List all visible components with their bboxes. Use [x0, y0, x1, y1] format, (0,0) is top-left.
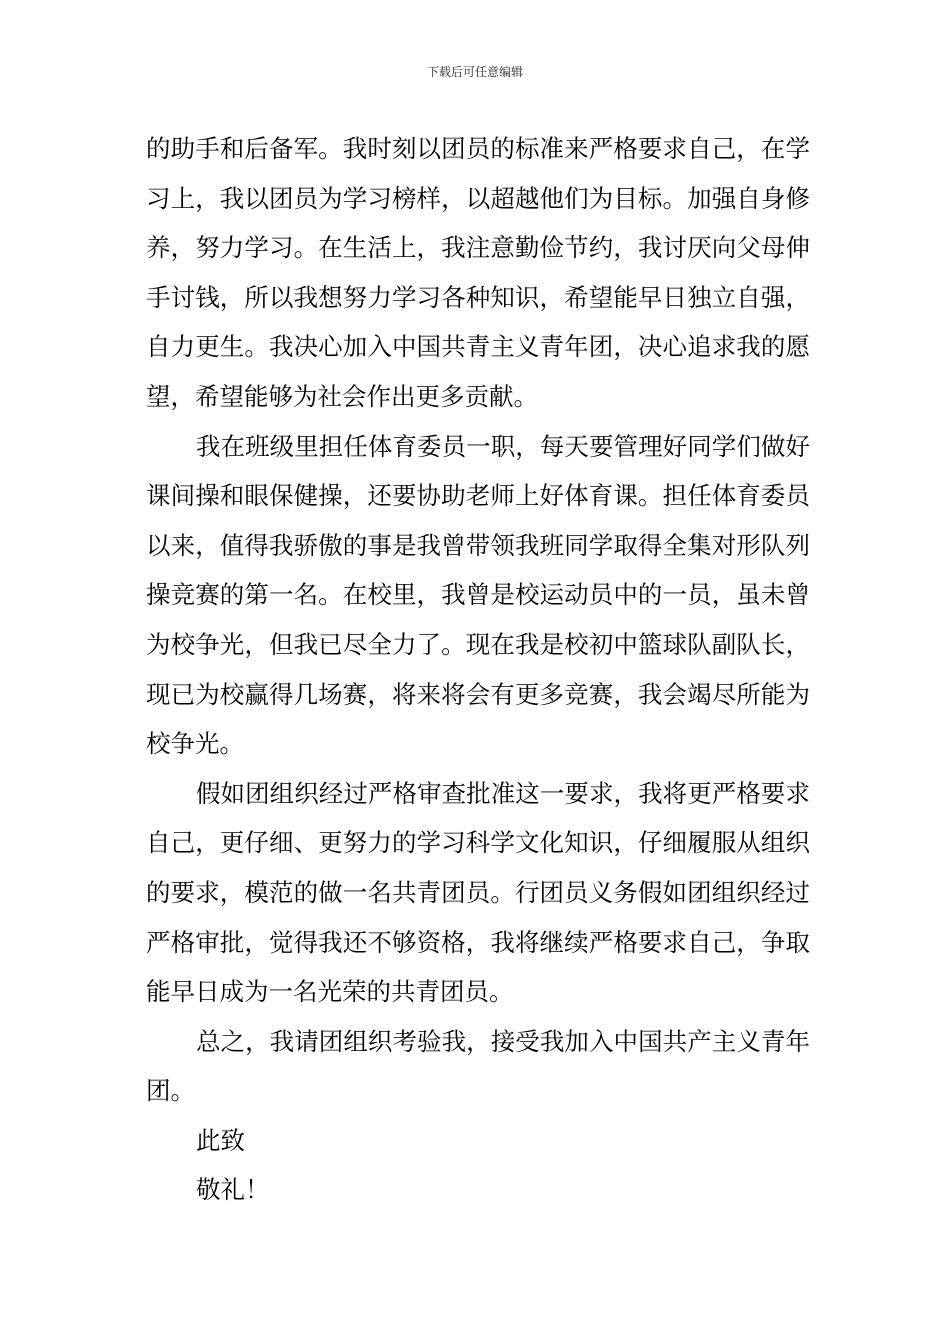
closing-regards: 敬礼！ — [196, 1175, 270, 1205]
paragraph-1: 的助手和后备军。我时刻以团员的标准来严格要求自己，在学习上，我以团员为学习榜样，以超越他们为目标。加强自身修养，努力学习。在生活上，我注意勤俭节约，我讨厌向父母伸手讨钱，所以我想努力学习各种知识，希望能早日独立自强，自力更生。我决心加入中国共青主义青年团，决心追求我的愿望，希望能够为社会作出更多贡献。 — [146, 134, 810, 411]
document-body — [146, 124, 810, 1215]
header-note: 下载后可任意编辑 — [426, 65, 523, 79]
paragraph-4: 总之，我请团组织考验我，接受我加入中国共产主义青年团。 — [146, 1026, 810, 1106]
paragraph-2: 我在班级里担任体育委员一职，每天要管理好同学们做好课间操和眼保健操，还要协助老师上好体育课。担任体育委员以来，值得我骄傲的事是我曾带领我班同学取得全集对形队列操竞赛的第一名。在校里，我曾是校运动员中的一员，虽未曾为校争光，但我已尽全力了。现在我是校初中篮球队副队长，现已为校赢得几场赛，将来将会有更多竞赛，我会竭尽所能为校争光。 — [146, 431, 810, 759]
closing-salutation: 此致 — [196, 1125, 245, 1155]
paragraph-3: 假如团组织经过严格审查批准这一要求，我将更严格要求自己，更仔细、更努力的学习科学文化知识，仔细履服从组织的要求，模范的做一名共青团员。行团员义务假如团组织经过严格审批，觉得我还不够资格，我将继续严格要求自己，争取能早日成为一名光荣的共青团员。 — [146, 778, 810, 1007]
